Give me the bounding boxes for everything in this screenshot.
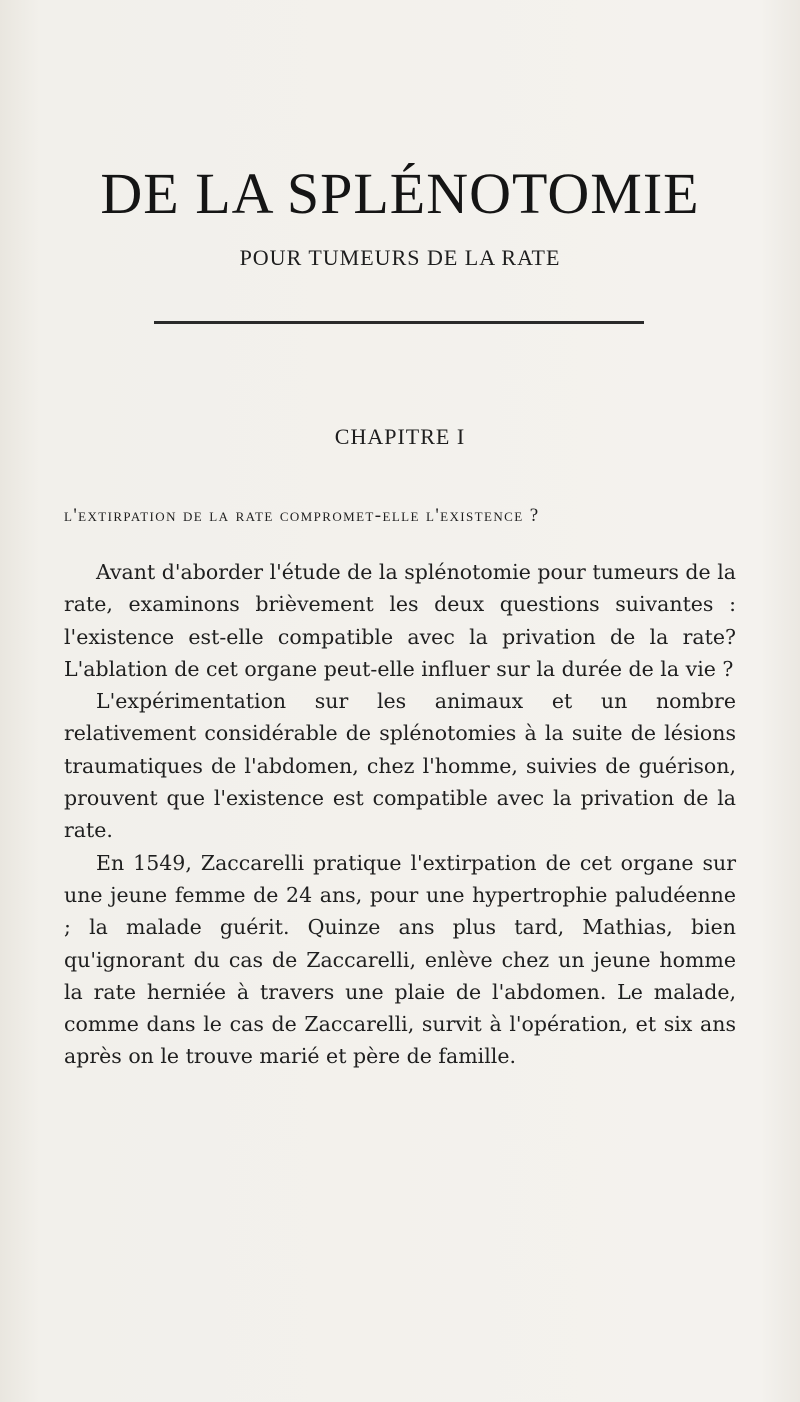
paragraph-3: En 1549, Zaccarelli pratique l'extirpation de cet organe sur une jeune femme de 24 ans, pour une hypertrophie paludéenne ; la malade guérit. Quinze ans plus tard, Mathias, bien qu'ignorant du cas de Zaccarelli, enlève chez un jeune homme la rate herniée à travers une plaie de l'abdomen. Le malade, comme dans le cas de Zaccarelli, survit à l'opération, et six ans après on le trouve marié et père de famille. xyxy=(64,850,736,1069)
paragraph-1: Avant d'aborder l'étude de la splénotomie pour tumeurs de la rate, examinons brièvement les deux questions suivantes : l'existence est-elle compatible avec la privation de la rate? L'ablation de cet organe peut-elle influer sur la durée de la vie ? xyxy=(64,560,736,681)
title-rule xyxy=(154,321,644,324)
paragraph-2: L'expérimentation sur les animaux et un nombre relativement considérable de splénotomies à la suite de lésions traumatiques de l'abdomen, chez l'homme, suivies de guérison, prouvent que l'existence est compatible avec la privation de la rate. xyxy=(64,689,736,843)
section-heading: l'extirpation de la rate compromet-elle l'existence ? xyxy=(64,505,540,526)
page-title: DE LA SPLÉNOTOMIE xyxy=(100,161,700,226)
chapter-heading: CHAPITRE I xyxy=(334,424,466,449)
page-subtitle: POUR TUMEURS DE LA RATE xyxy=(239,245,561,270)
body-text xyxy=(64,556,736,1073)
